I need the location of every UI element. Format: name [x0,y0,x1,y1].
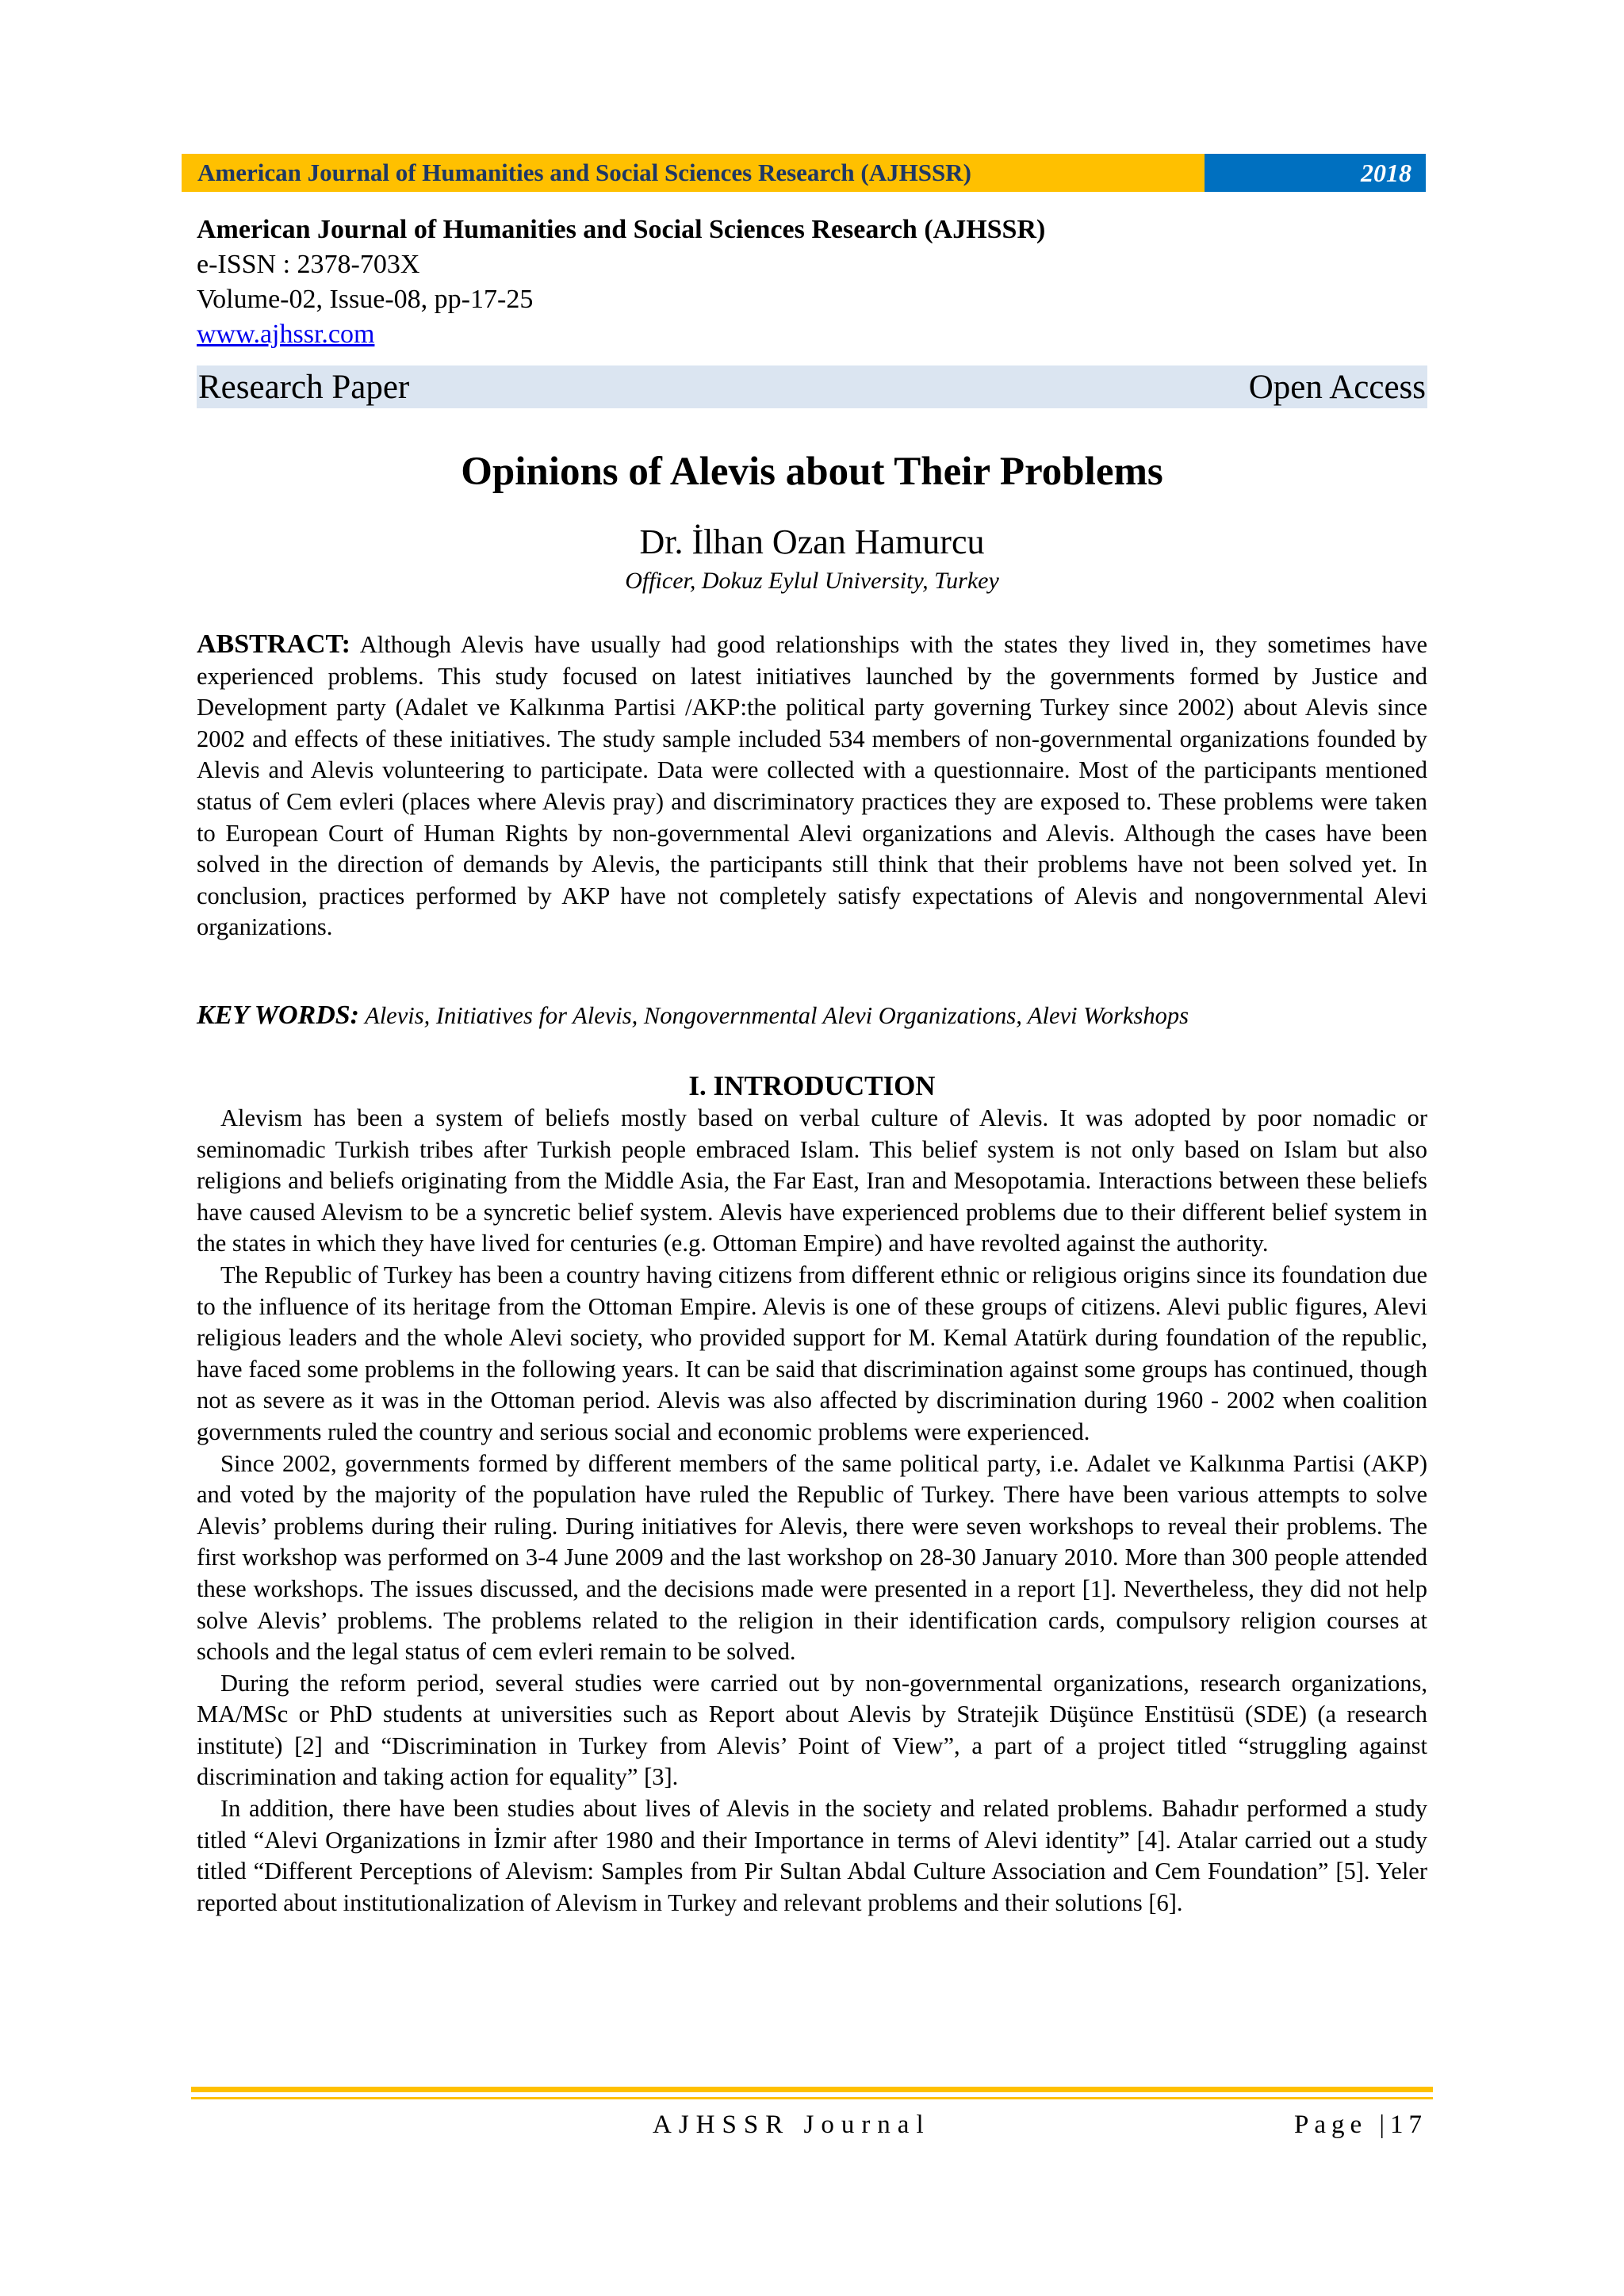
author-name: Dr. İlhan Ozan Hamurcu [639,522,985,561]
journal-name: American Journal of Humanities and Social Sciences Research (AJHSSR) [197,215,1046,244]
footer-journal-name: AJHSSR Journal [653,2110,931,2139]
introduction-heading: I. INTRODUCTION [688,1070,936,1101]
body-paragraph: In addition, there have been studies about lives of Alevis in the society and related problems. Bahadır performed a study titled “Alevi Organizations in İzmir after 1980 and their Importance in terms of Alevi identity” [4]. Atalar carried out a study titled “Different Perceptions of Alevism: Samples from Pir Sultan Abdal Culture Association and Cem Foundation” [5]. Yeler reported about institutionalization of Alevism in Turkey and relevant problems and their solutions [6]. [197,1795,1427,1916]
author-affiliation: Officer, Dokuz Eylul University, Turkey [625,568,999,594]
journal-volume: Volume-02, Issue-08, pp-17-25 [197,285,534,314]
body-paragraph: Alevism has been a system of beliefs mostly based on verbal culture of Alevis. It was adopted by poor nomadic or seminomadic Turkish tribes after Turkish people embraced Islam. This belief system is not only based on Islam but also religions and beliefs originating from the Middle Asia, the Far East, Iran and Mesopotamia. Interactions between these beliefs have caused Alevism to be a syncretic belief system. Alevis have experienced problems due to their different belief system in the states in which they have lived for centuries (e.g. Ottoman Empire) and have revolted against the authority. [197,1104,1427,1257]
keywords-text: Alevis, Initiatives for Alevis, Nongovernmental Alevi Organizations, Alevi Workshops [359,1002,1189,1029]
footer-divider [191,2087,1433,2092]
keywords [197,1001,1427,1031]
journal-info [197,212,1386,352]
abstract-text: Although Alevis have usually had good relationships with the states they lived in, they sometimes have experienced problems. This study focused on latest initiatives launched by the governments formed by Justice and Development party (Adalet ve Kalkınma Partisi /AKP:the political party governing Turkey since 2002) about Alevis since 2002 and effects of these initiatives. The study sample included 534 members of non-governmental organizations founded by Alevis and Alevis volunteering to participate. Data were collected with a questionnaire. Most of the participants mentioned status of Cem evleri (places where Alevis pray) and discriminatory practices they are exposed to. These problems were taken to European Court of Human Rights by non-governmental Alevi organizations and Alevis. Although the cases have been solved in the direction of demands by Alevis, the participants still think that their problems have not been solved yet. In conclusion, practices performed by AKP have not completely satisfy expectations of Alevis and nongovernmental Alevi organizations. [197,631,1427,941]
paper-type-band [197,365,1427,408]
journal-header-band [182,154,1426,192]
journal-issn: e-ISSN : 2378-703X [197,250,420,279]
paper-title: Opinions of Alevis about Their Problems [461,450,1163,494]
keywords-label: KEY WORDS: [197,1001,359,1030]
introduction-body [197,1103,1427,1919]
body-paragraph: During the reform period, several studies were carried out by non-governmental organizations, research organizations, MA/MSc or PhD students at universities such as Report about Alevis by Stratejik Düşünce Enstitüsü (SDE) (a research institute) [2] and “Discrimination in Turkey from Alevis’ Point of View”, a part of a project titled “struggling against discrimination and taking action for equality” [3]. [197,1669,1427,1791]
footer-divider [191,2097,1433,2099]
header-year: 2018 [1205,154,1426,192]
footer-page-number: Page |17 [1293,2110,1427,2139]
paper-type-label: Research Paper [198,368,410,406]
abstract [197,629,1427,943]
body-paragraph: Since 2002, governments formed by different members of the same political party, i.e. Adalet ve Kalkınma Partisi (AKP) and voted by the majority of the population have ruled the Republic of Turkey. There have been various attempts to solve Alevis’ problems during their ruling. During initiatives for Alevis, there were seven workshops to reveal their problems. The first workshop was performed on 3-4 June 2009 and the last workshop on 28-30 January 2010. More than 300 people attended these workshops. The issues discussed, and the decisions made were presented in a report [1]. Nevertheless, they did not help solve Alevis’ problems. The problems related to the religion in their identification cards, compulsory religion courses at schools and the legal status of cem evleri remain to be solved. [197,1449,1427,1666]
header-journal-name: American Journal of Humanities and Social Sciences Research (AJHSSR) [182,154,1205,192]
open-access-label: Open Access [1248,368,1426,406]
journal-website-link[interactable]: www.ajhssr.com [197,320,375,349]
body-paragraph: The Republic of Turkey has been a country having citizens from different ethnic or religious origins since its foundation due to the influence of its heritage from the Ottoman Empire. Alevis is one of these groups of citizens. Alevi public figures, Alevi religious leaders and the whole Alevi society, who provided support for M. Kemal Atatürk during foundation of the republic, have faced some problems in the following years. It can be said that discrimination against some groups has continued, though not as severe as it was in the Ottoman period. Alevis was also affected by discrimination during 1960 - 2002 when coalition governments ruled the country and serious social and economic problems were experienced. [197,1261,1427,1445]
abstract-label: ABSTRACT: [197,629,350,659]
